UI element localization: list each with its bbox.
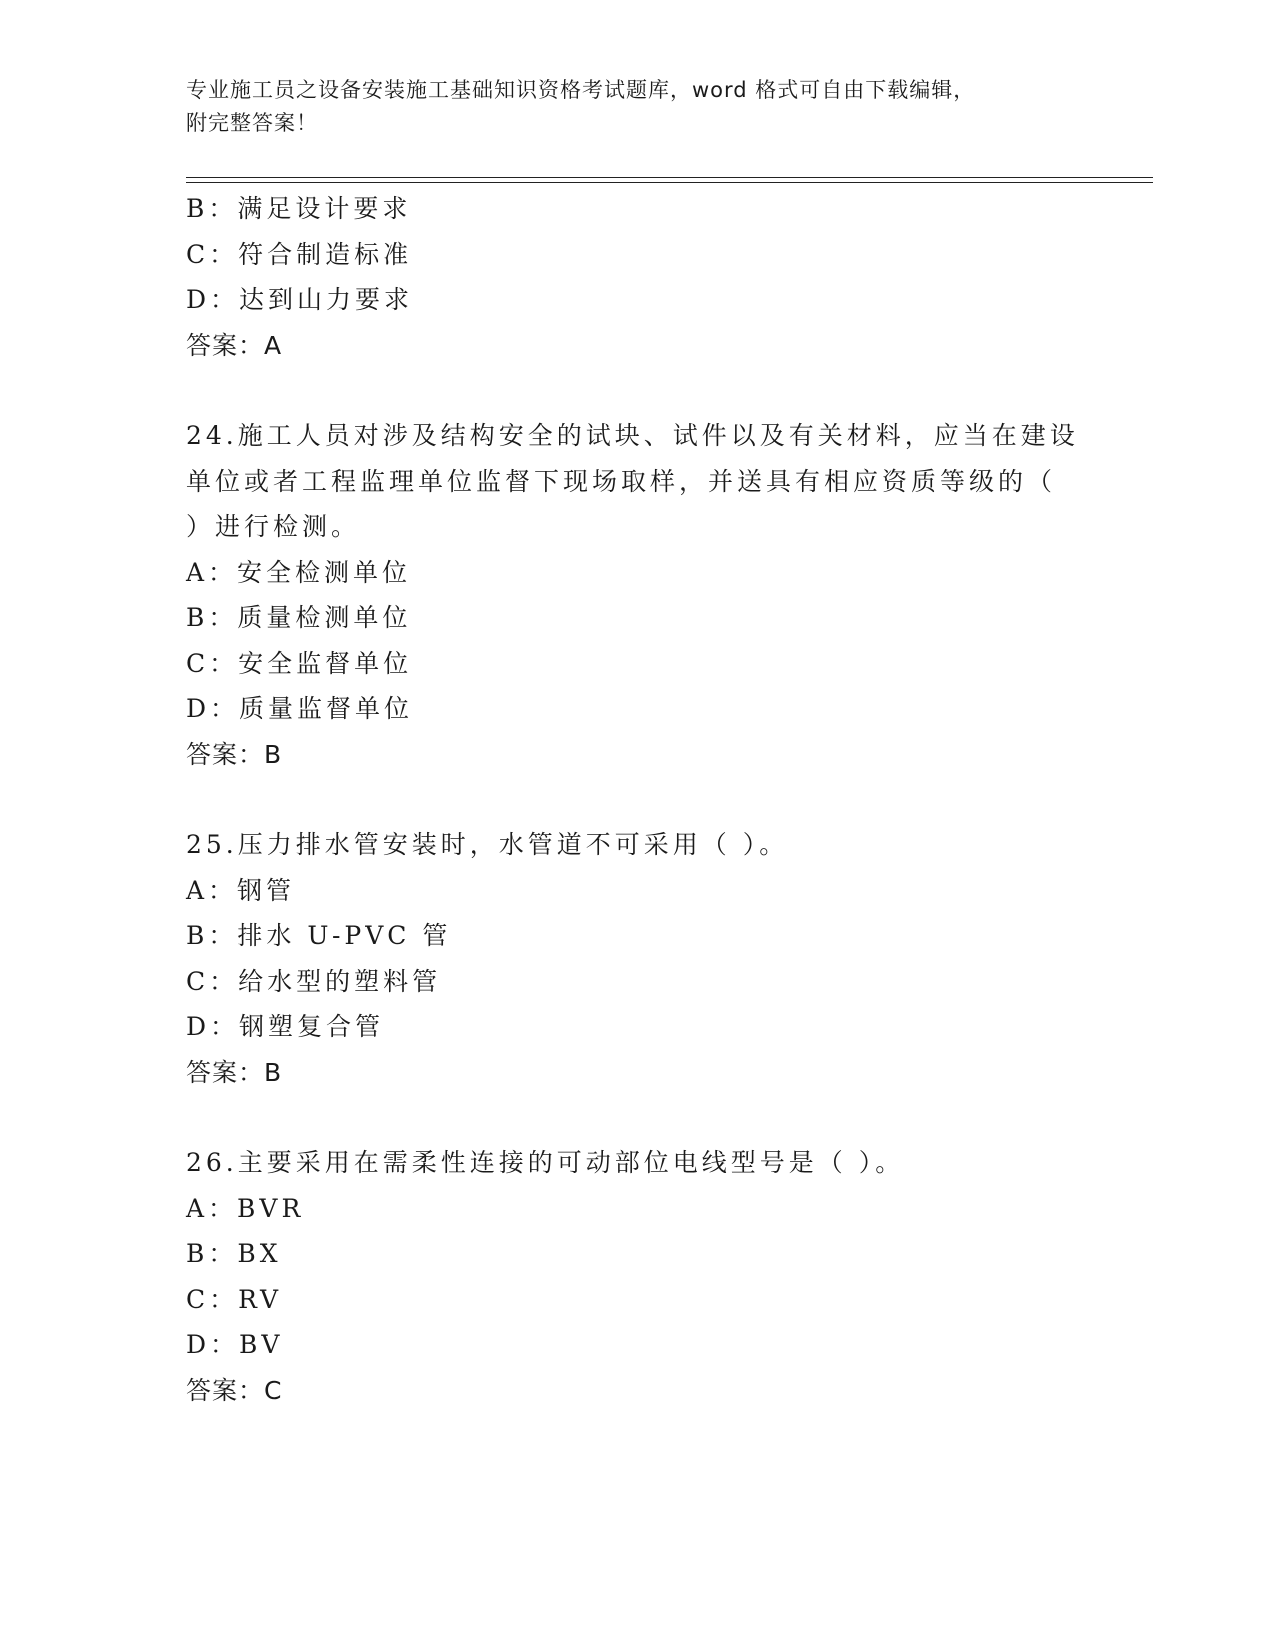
answer: 答案：A [186,330,283,360]
spacer [186,1095,1106,1140]
option-c: C：RV [186,1284,283,1314]
option-c: C：给水型的塑料管 [186,966,442,996]
option-a: A：BVR [186,1193,305,1223]
question-text-line-1: 26.主要采用在需柔性连接的可动部位电线型号是（ ）。 [186,1148,905,1177]
header-divider-top [186,177,1153,178]
question-text-line-3: ）进行检测。 [186,512,361,541]
spacer [186,777,1106,822]
option-d: D：BV [186,1330,284,1359]
option-a: A：钢管 [186,875,296,905]
header-line-2: 附完整答案！ [186,111,318,135]
header-divider-bottom [186,182,1153,183]
question-text-line-1: 24.施工人员对涉及结构安全的试块、试件以及有关材料，应当在建设 [186,421,1079,450]
question-text-line-2: 单位或者工程监理单位监督下现场取样，并送具有相应资质等级的（ [186,466,1057,496]
answer: 答案：B [186,739,283,769]
option-b: B：满足设计要求 [186,194,412,223]
header-line-1: 专业施工员之设备安装施工基础知识资格考试题库，word 格式可自由下载编辑， [186,78,976,102]
answer: 答案：B [186,1057,283,1087]
option-d: D：达到山力要求 [186,285,414,314]
document-header [186,74,1086,140]
option-a: A：安全检测单位 [186,557,412,587]
question-24 [186,413,1106,777]
option-b: B：排水 U-PVC 管 [186,921,452,950]
option-c: C：安全监督单位 [186,648,413,678]
option-d: D：质量监督单位 [186,694,414,723]
question-26 [186,1140,1106,1413]
option-c: C：符合制造标准 [186,239,413,269]
option-d: D：钢塑复合管 [186,1012,385,1041]
option-b: B：质量检测单位 [186,603,412,632]
spacer [186,368,1106,413]
option-b: B：BX [186,1239,282,1268]
question-list [186,186,1106,1413]
answer: 答案：C [186,1375,283,1405]
question-text-line-1: 25.压力排水管安装时，水管道不可采用（ ）。 [186,830,789,859]
question-25 [186,822,1106,1095]
question-23 [186,186,1106,368]
